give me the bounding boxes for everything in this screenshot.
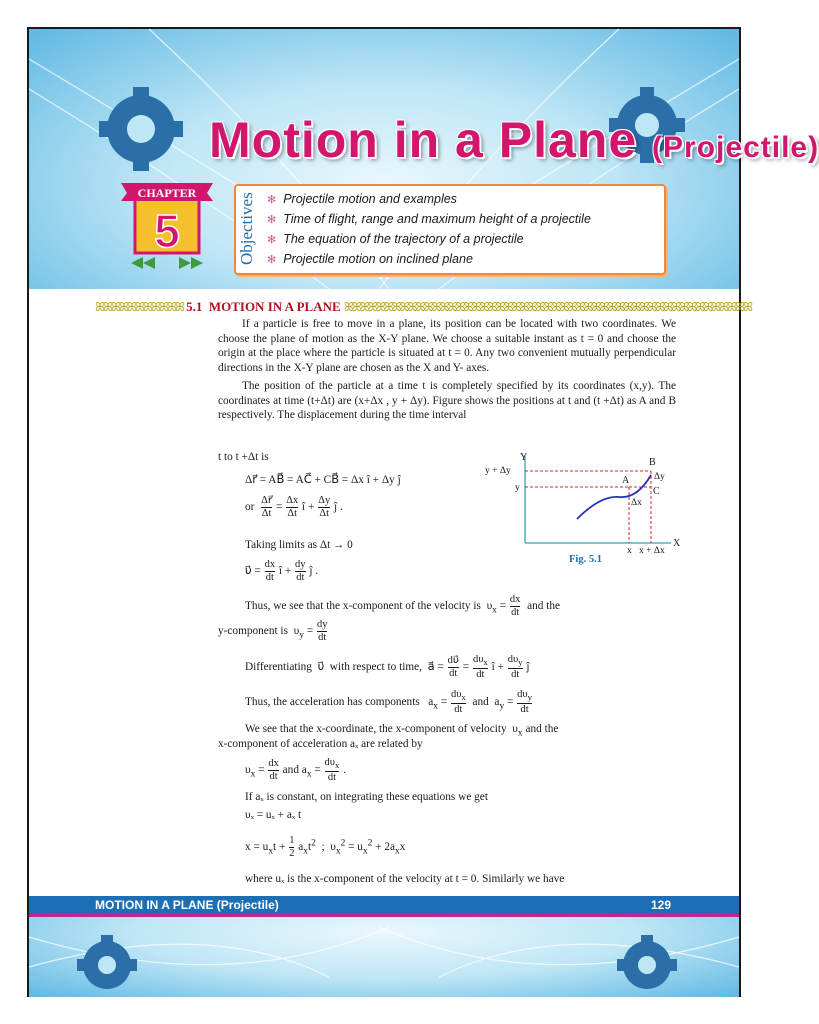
svg-text:y + Δy: y + Δy — [485, 466, 511, 476]
equation-relation: $\upsilon_x$ = $\frac{dx}{dt}$ and $a_x$ = $\frac{d\upsilon_x}{dt}$ . — [245, 757, 347, 784]
acceleration-eq: Differentiating υ⃗ with respect to time, a⃗ = $\frac{d\upsilon⃗}{dt}$ = $\frac{d\upsilon_x}{dt}$ î + $\frac{d\upsilon_y}{dt}$ ĵ — [245, 654, 530, 681]
svg-text:Δy: Δy — [654, 472, 665, 482]
chapter-title — [209, 111, 819, 169]
svg-text:y: y — [515, 483, 520, 493]
title-main: Motion in a Plane — [209, 112, 638, 168]
paragraph: We see that the x-coordinate, the x-component of velocity $\upsilon_x$ and the — [245, 723, 559, 739]
section-number: 5.1 — [186, 299, 203, 314]
body-text — [218, 317, 676, 426]
velocity-x-text: Thus, we see that the x-component of the velocity is $\upsilon_x$ = $\frac{dx}{dt}$ and the — [245, 594, 560, 618]
asterisk-icon: ✻ — [267, 254, 277, 266]
acceleration-components: Thus, the acceleration has components $a_x$ = $\frac{d\upsilon_x}{dt}$ and $a_y$ = $\frac{d\upsilon_y}{dt}$ — [245, 689, 532, 716]
list-item: ✻ Time of flight, range and maximum height of a projectile — [267, 212, 591, 226]
equation-position: $x = u_xt$ + $\frac{1}{2}$ $a_xt^2$ ; $\upsilon_x^2 = u_x^2 + 2a_xx$ — [245, 835, 406, 859]
equation-velocity: υ⃗ = $\frac{dx}{dt}$ î + $\frac{dy}{dt}$ ĵ . — [245, 559, 319, 583]
list-item: ✻ Projectile motion and examples — [267, 192, 457, 206]
equation-displacement: Δr⃗ = AB⃗ = AC⃗ + CB⃗ = Δx î + Δy ĵ — [245, 474, 401, 486]
objectives-label: Objectives — [237, 192, 256, 266]
asterisk-icon: ✻ — [267, 214, 277, 226]
page-number: 129 — [651, 898, 672, 912]
section-heading — [95, 299, 752, 317]
limits-text: Taking limits as Δt → 0 — [245, 539, 353, 551]
svg-text:x + Δx: x + Δx — [639, 546, 665, 556]
section-title: MOTION IN A PLANE — [208, 299, 341, 314]
footer-title: MOTION IN A PLANE (Projectile) — [95, 898, 279, 912]
where-text: where uₓ is the x-component of the velocity at t = 0. Similarly we have — [245, 873, 565, 885]
decorative-border: ꕤꕤꕤꕤꕤꕤꕤꕤꕤꕤꕤꕤꕤꕤꕤꕤꕤꕤꕤꕤꕤꕤꕤꕤꕤꕤꕤꕤꕤꕤꕤꕤꕤꕤꕤꕤꕤꕤꕤꕤꕤꕤꕤꕤꕤꕤꕤꕤꕤꕤꕤ — [343, 300, 752, 314]
svg-text:x: x — [627, 546, 632, 556]
gear-icon — [99, 87, 183, 171]
svg-text:C: C — [653, 486, 660, 497]
list-item: ✻ Projectile motion on inclined plane — [267, 252, 473, 266]
title-sub: (Projectile) — [652, 131, 819, 164]
paragraph: If a particle is free to move in a plane, its position can be located with two coordinates. We choose the plane of motion as the X-Y plane. We choose a suitable instant as t = 0 and choose the origin at the place where the particle is situated at t = 0. Any two convenient mutually perpendicular directions in the X-Y plane are chosen as the X and Y- axes. — [218, 318, 676, 375]
svg-text:Y: Y — [520, 452, 528, 463]
decorative-border: ꕤꕤꕤꕤꕤꕤꕤꕤꕤꕤꕤ — [95, 300, 183, 314]
chapter-label: CHAPTER — [137, 186, 197, 200]
svg-text:B: B — [649, 457, 656, 468]
paragraph: The position of the particle at a time t is completely specified by its coordinates (x,y). The coordinates at time (t+Δt) are (x+Δx , y + Δy). Figure shows the positions at t and (t +Δt) as A and B respectively. The displacement during the time interval — [218, 379, 676, 422]
bottom-decoration — [29, 917, 739, 997]
equation-vx: υₓ = uₓ + aₓ t — [245, 809, 302, 821]
velocity-y-text: y-component is $\upsilon_y$ = $\frac{dy}{dt}$ — [218, 619, 328, 643]
figure-diagram — [485, 451, 681, 569]
chapter-number: 5 — [154, 205, 180, 257]
paragraph-tail: t to t +Δt is — [218, 451, 269, 463]
equation-ratio: or $\frac{\Delta r⃗}{\Delta t}$ = $\frac{\Delta x}{\Delta t}$ î + $\frac{\Delta y}{\Delta t}$ ĵ . — [245, 495, 343, 519]
gear-icon — [77, 935, 137, 989]
list-item: ✻ The equation of the trajectory of a projectile — [267, 232, 524, 246]
figure-caption: Fig. 5.1 — [569, 554, 602, 565]
objectives-list — [267, 189, 591, 269]
asterisk-icon: ✻ — [267, 194, 277, 206]
asterisk-icon: ✻ — [267, 234, 277, 246]
svg-text:Δx: Δx — [631, 498, 642, 508]
page — [27, 27, 819, 997]
svg-text:X: X — [673, 538, 681, 549]
gear-icon — [617, 935, 677, 989]
chapter-badge — [117, 169, 217, 279]
constant-text: If aₓ is constant, on integrating these equations we get — [245, 791, 488, 803]
svg-text:A: A — [622, 475, 630, 486]
chapter-banner — [29, 29, 819, 289]
paragraph: x-component of acceleration aₓ are related by — [218, 738, 423, 750]
